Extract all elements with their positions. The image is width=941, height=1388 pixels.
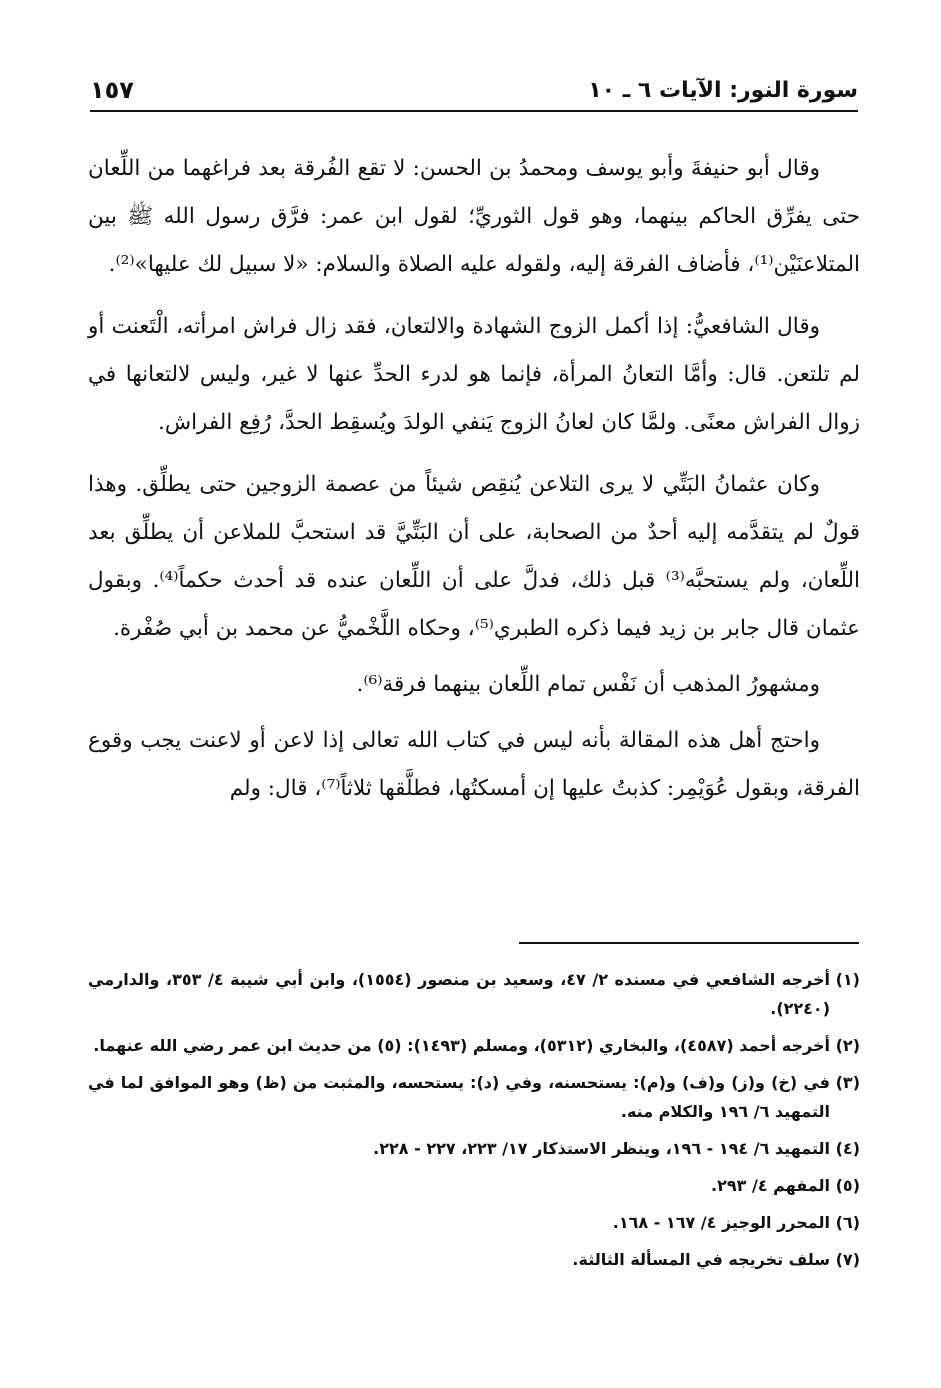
footnote (88, 965, 860, 1023)
footnote-number: (٧) (835, 1250, 860, 1269)
paragraph: ومشهورُ المذهب أن نَفْس تمام اللِّعان بينهما فرقة⁽⁶⁾. (356, 672, 820, 697)
footnote (88, 1245, 860, 1274)
footnotes (88, 965, 860, 1282)
footnote (88, 1134, 860, 1163)
paragraph: وقال أبو حنيفةَ وأبو يوسف ومحمدُ بن الحسن: لا تقع الفُرقة بعد فراغهما من اللِّعان حتى يفرِّق الحاكم بينهما، وهو قول الثوريِّ؛ لقول ابن عمر: فرَّق رسول الله ﷺ بين المتلاعنَيْن⁽¹⁾، فأضاف الفرقة إليه، ولقوله عليه الصلاة والسلام: «لا سبيل لك عليها»⁽²⁾. (88, 156, 860, 277)
paragraph: واحتج أهل هذه المقالة بأنه ليس في كتاب الله تعالى إذا لاعن أو لاعنت يجب وقوع الفرقة، وبقول عُوَيْمِر: كذبتُ عليها إن أمسكتُها، فطلَّقها ثلاثاً⁽⁷⁾، قال: ولم (88, 728, 860, 801)
footnote-text: التمهيد ٦/ ١٩٤ - ١٩٦، وينظر الاستذكار ١٧/ ٢٢٣، ٢٢٧ - ٢٢٨. (373, 1139, 830, 1158)
footnote-number: (٢) (835, 1036, 860, 1055)
footnote-text: أخرجه الشافعي في مسنده ٢/ ٤٧، وسعيد بن منصور (١٥٥٤)، وابن أبي شيبة ٤/ ٣٥٣، والدارمي (٢٢٤٠). (88, 970, 830, 1018)
footnote-number: (٦) (835, 1213, 860, 1232)
footnote-separator (519, 942, 859, 944)
header-rule (90, 110, 858, 112)
footnote-text: في (خ) و(ز) و(ف) و(م): يستحسنه، وفي (د): يستحسه، والمثبت من (ظ) وهو الموافق لما في التمهيد ٦/ ١٩٦ والكلام منه. (88, 1073, 830, 1121)
footnote (88, 1031, 860, 1060)
footnote-text: سلف تخريجه في المسألة الثالثة. (572, 1250, 830, 1269)
running-header (90, 70, 858, 110)
footnote (88, 1171, 860, 1200)
paragraph: وقال الشافعيُّ: إذا أكمل الزوج الشهادة والالتعان، فقد زال فراش امرأته، الْتَعنت أو لم تلتعن. قال: وأمَّا التعانُ المرأة، فإنما هو لدرء الحدِّ عنها لا غير، وليس لالتعانها في زوال الفراش معنًى. ولمَّا كان لعانُ الزوج يَنفي الولدَ ويُسقِط الحدَّ، رُفِع الفراش. (88, 314, 860, 435)
footnote-number: (٣) (835, 1073, 860, 1092)
footnote-text: المفهم ٤/ ٢٩٣. (711, 1176, 830, 1195)
chapter-title: سورة النور: الآيات ٦ ـ ١٠ (588, 77, 858, 103)
footnote-text: المحرر الوجيز ٤/ ١٦٧ - ١٦٨. (612, 1213, 830, 1232)
footnote-number: (١) (835, 970, 860, 989)
footnote (88, 1208, 860, 1237)
footnote (88, 1068, 860, 1126)
footnote-text: أخرجه أحمد (٤٥٨٧)، والبخاري (٥٣١٢)، ومسلم (١٤٩٣): (٥) من حديث ابن عمر رضي الله عنهما. (93, 1036, 830, 1055)
main-text (88, 145, 860, 827)
page-number: ١٥٧ (90, 76, 134, 104)
footnote-number: (٥) (835, 1176, 860, 1195)
paragraph: وكان عثمانُ البَتِّي لا يرى التلاعن يُنقِص شيئاً من عصمة الزوجين حتى يطلِّق. وهذا قولٌ لم يتقدَّمه إليه أحدٌ من الصحابة، على أن البَتِّيَّ قد استحبَّ للملاعن أن يطلِّق بعد اللِّعان، ولم يستحبَّه⁽³⁾ قبل ذلك، فدلَّ على أن اللِّعان عنده قد أحدث حكماً⁽⁴⁾. وبقول عثمان قال جابر بن زيد فيما ذكره الطبري⁽⁵⁾، وحكاه اللَّخْميُّ عن محمد بن أبي صُفْرة. (88, 472, 860, 641)
footnote-number: (٤) (835, 1139, 860, 1158)
